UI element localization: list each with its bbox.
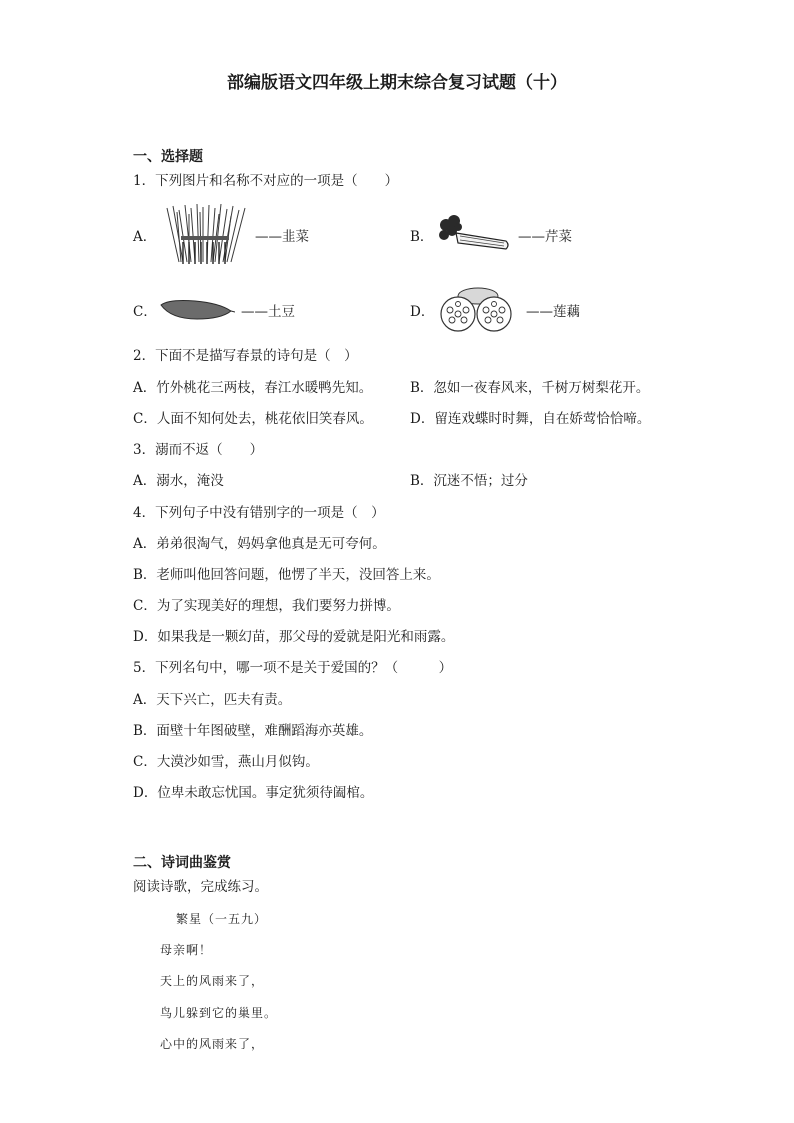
lotus-root-icon [436,286,520,334]
option-caption: ——芹菜 [518,229,572,245]
question-4-stem: 4．下列句子中没有错别字的一项是（ ） [133,505,385,521]
q2-option-b: B．忽如一夜春风来，千树万树梨花开。 [410,380,650,396]
question-1-stem: 1．下列图片和名称不对应的一项是（ ） [133,173,399,189]
q2-option-a: A．竹外桃花三两枝，春江水暖鸭先知。 [133,380,373,396]
q3-option-a: A．溺水，淹没 [133,473,224,489]
q4-option-a: A．弟弟很淘气，妈妈拿他真是无可夸何。 [133,536,386,552]
question-3-stem: 3．溺而不返（ ） [133,442,264,458]
q5-option-c: C．大漠沙如雪，燕山月似钩。 [133,754,319,770]
option-caption: ——土豆 [241,304,295,320]
question-2-stem: 2．下面不是描写春景的诗句是（ ） [133,348,358,364]
q5-option-a: A．天下兴亡，匹夫有责。 [133,692,292,708]
q1-option-b [410,210,572,260]
option-caption: ——莲藕 [526,304,580,320]
page-title: 部编版语文四年级上期末综合复习试题（十） [227,73,567,93]
option-letter: C． [133,304,157,320]
section-heading-choice: 一、选择题 [133,149,203,165]
section-heading-poetry: 二、诗词曲鉴赏 [133,855,231,871]
q5-option-d: D．位卑未敢忘忧国。事定犹须待阖棺。 [133,785,374,801]
question-5-stem: 5．下列名句中，哪一项不是关于爱国的？（ ） [133,660,453,676]
q4-option-d: D．如果我是一颗幻苗，那父母的爱就是阳光和雨露。 [133,629,455,645]
option-letter: D． [410,304,435,320]
celery-icon [436,213,512,257]
potato-icon [159,297,235,323]
q2-option-c: C．人面不知何处去，桃花依旧笑春风。 [133,411,373,427]
reading-instruction: 阅读诗歌，完成练习。 [133,879,268,895]
poem-line: 天上的风雨来了， [160,974,265,988]
option-letter: A． [133,229,157,245]
q4-option-c: C．为了实现美好的理想，我们要努力拼博。 [133,598,400,614]
poem-line: 鸟儿躲到它的巢里。 [160,1006,278,1020]
poem-line: 心中的风雨来了， [160,1037,265,1051]
poem-line: 母亲啊！ [160,943,213,957]
q3-option-b: B．沉迷不悟；过分 [410,473,528,489]
q1-option-c [133,295,295,325]
poem-title: 繁星（一五九） [176,912,268,926]
option-letter: B． [410,229,434,245]
option-caption: ——韭菜 [255,229,309,245]
q5-option-b: B．面壁十年图破壁，难酬蹈海亦英雄。 [133,723,373,739]
chives-bundle-icon [159,202,249,268]
q4-option-b: B．老师叫他回答问题，他愣了半天，没回答上来。 [133,567,440,583]
q2-option-d: D．留连戏蝶时时舞，自在娇莺恰恰啼。 [410,411,651,427]
q1-option-d [410,285,580,335]
q1-option-a [133,200,309,270]
